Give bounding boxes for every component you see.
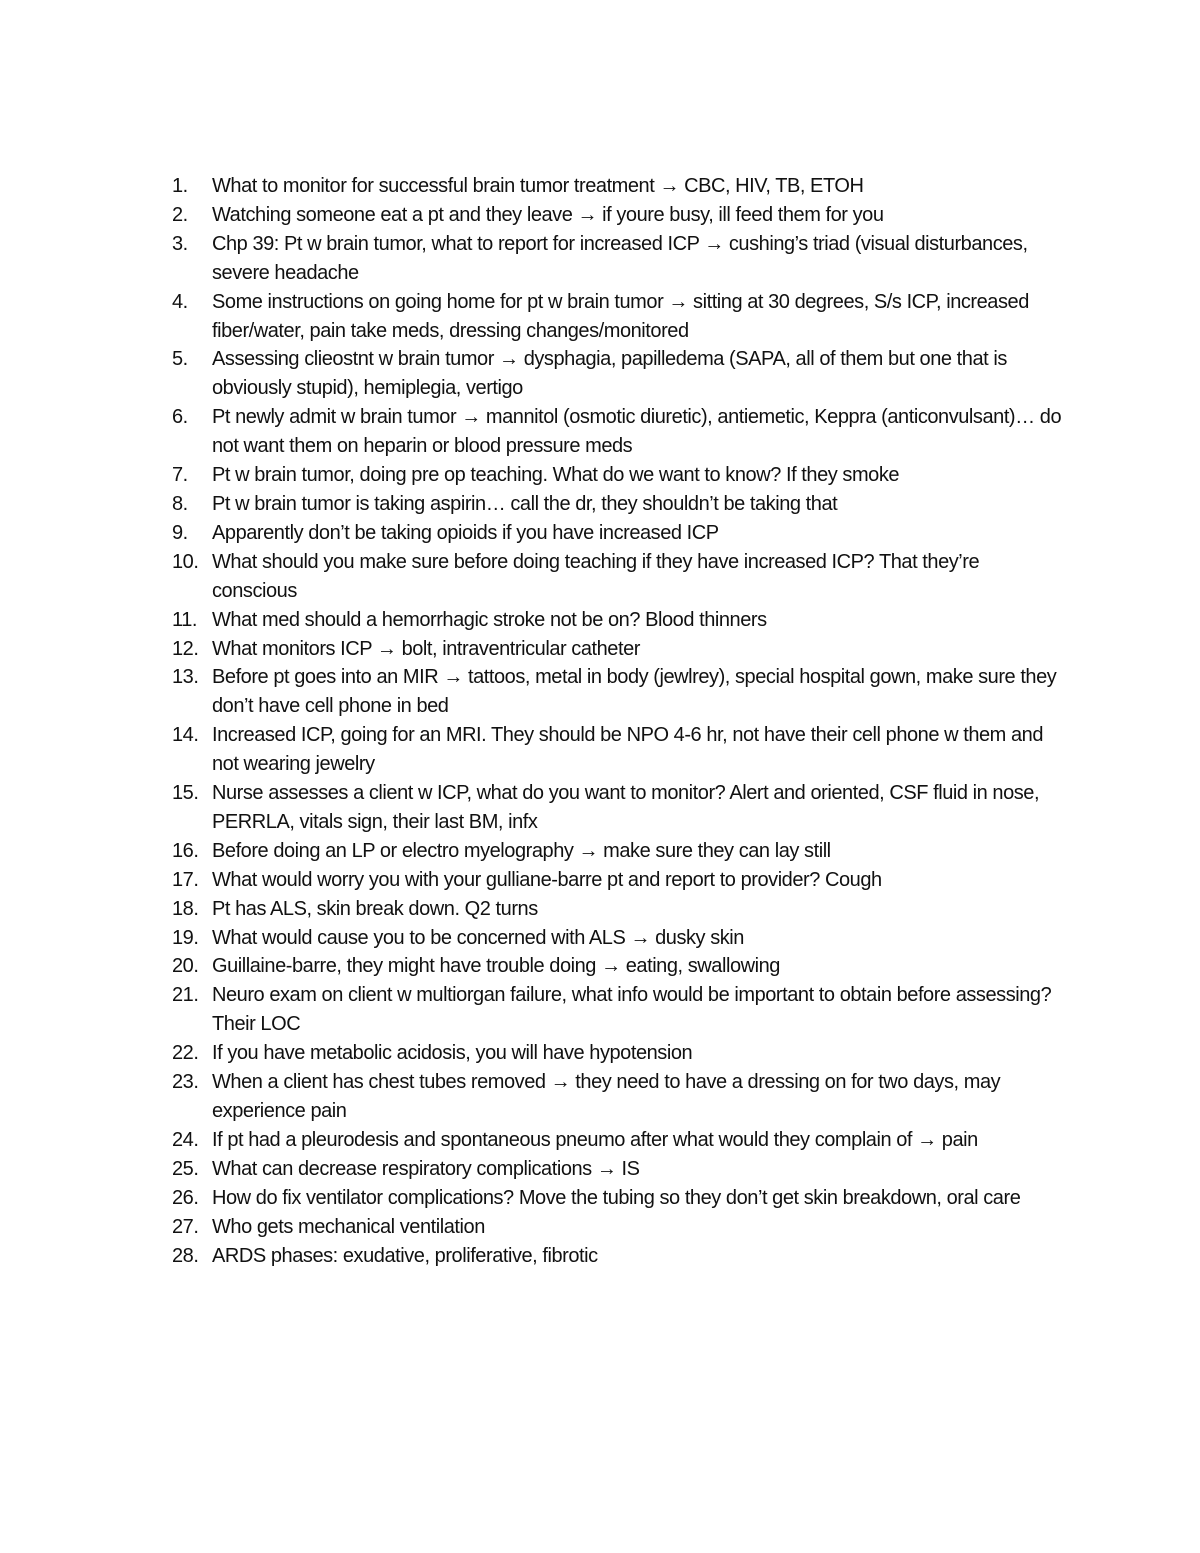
item-text: Before pt goes into an MIR → tattoos, metal in body (jewlrey), special hospital gown, make sure they don’t have cell phone in bed [212,666,1057,718]
item-number: 10. [172,550,199,573]
list-item [172,1184,1062,1213]
item-text: Pt w brain tumor is taking aspirin… call the dr, they shouldn’t be taking that [212,492,838,515]
item-text: What would cause you to be concerned with ALS → dusky skin [212,926,744,949]
list-item [172,1242,1062,1271]
list-item [172,721,1062,779]
list-item [172,548,1062,606]
item-number: 26. [172,1186,199,1209]
item-text: Pt newly admit w brain tumor → mannitol (osmotic diuretic), antiemetic, Keppra (anticonvulsant)… do not want them on heparin or blood pressure meds [212,406,1062,458]
item-number: 24. [172,1128,199,1151]
item-number: 17. [172,868,199,891]
item-number: 23. [172,1071,199,1094]
item-text: What monitors ICP → bolt, intraventricular catheter [212,637,640,660]
item-text: Apparently don’t be taking opioids if you have increased ICP [212,521,719,544]
list-item [172,230,1062,288]
list-item [172,490,1062,519]
list-item [172,952,1062,981]
list-item [172,519,1062,548]
item-number: 22. [172,1042,199,1065]
item-text: Nurse assesses a client w ICP, what do you want to monitor? Alert and oriented, CSF fluid in nose, PERRLA, vitals sign, their last BM, infx [212,782,1040,833]
item-text: Some instructions on going home for pt w brain tumor → sitting at 30 degrees, S/s ICP, increased fiber/water, pain take meds, dressing changes/monitored [212,290,1029,342]
list-item [172,635,1062,664]
item-number: 3. [172,232,188,255]
item-text: When a client has chest tubes removed → they need to have a dressing on for two days, may experience pain [212,1071,1001,1122]
list-item [172,981,1062,1039]
list-item [172,779,1062,837]
item-number: 2. [172,203,188,226]
item-number: 11. [172,608,197,631]
item-number: 15. [172,782,199,805]
list-item [172,403,1062,461]
item-text: Before doing an LP or electro myelography → make sure they can lay still [212,839,831,862]
item-number: 14. [172,724,199,747]
list-item [172,1155,1062,1184]
item-number: 19. [172,926,199,949]
list-item [172,201,1062,230]
item-text: What would worry you with your gulliane-barre pt and report to provider? Cough [212,868,882,891]
list-item [172,1039,1062,1068]
item-number: 18. [172,897,199,920]
item-text: Who gets mechanical ventilation [212,1215,485,1238]
list-item [172,1068,1062,1126]
item-number: 20. [172,955,199,978]
numbered-list [172,172,1062,1270]
item-text: If pt had a pleurodesis and spontaneous pneumo after what would they complain of → pain [212,1128,978,1151]
item-text: What should you make sure before doing teaching if they have increased ICP? That they’re conscious [212,550,980,602]
item-text: Increased ICP, going for an MRI. They should be NPO 4-6 hr, not have their cell phone w them and not wearing jewelry [212,724,1044,776]
item-text: How do fix ventilator complications? Move the tubing so they don’t get skin breakdown, oral care [212,1186,1021,1209]
item-number: 12. [172,637,199,660]
item-number: 4. [172,290,188,313]
item-text: Pt w brain tumor, doing pre op teaching. What do we want to know? If they smoke [212,464,900,487]
list-item [172,924,1062,953]
list-item [172,1213,1062,1242]
item-number: 28. [172,1244,199,1267]
item-number: 6. [172,406,188,429]
list-item [172,172,1062,201]
item-text: What can decrease respiratory complications → IS [212,1157,640,1180]
item-number: 25. [172,1157,199,1180]
item-number: 13. [172,666,199,689]
list-item [172,866,1062,895]
item-number: 27. [172,1215,199,1238]
list-item [172,837,1062,866]
list-item [172,461,1062,490]
item-number: 8. [172,492,188,515]
item-text: What to monitor for successful brain tumor treatment → CBC, HIV, TB, ETOH [212,175,864,197]
list-item [172,895,1062,924]
item-text: Pt has ALS, skin break down. Q2 turns [212,897,538,920]
item-number: 21. [172,984,199,1007]
list-item [172,1126,1062,1155]
item-text: Watching someone eat a pt and they leave → if youre busy, ill feed them for you [212,203,884,226]
item-text: Guillaine-barre, they might have trouble doing → eating, swallowing [212,955,780,978]
list-item [172,663,1062,721]
item-number: 5. [172,348,188,371]
item-text: If you have metabolic acidosis, you will have hypotension [212,1042,693,1065]
item-text: Assessing clieostnt w brain tumor → dysphagia, papilledema (SAPA, all of them but one that is obviously stupid), hemiplegia, vertigo [212,348,1007,400]
list-item [172,288,1062,346]
item-number: 9. [172,521,188,544]
item-text: Neuro exam on client w multiorgan failure, what info would be important to obtain before assessing? Their LOC [212,984,1052,1036]
item-number: 1. [172,175,188,197]
list-item [172,345,1062,403]
item-text: What med should a hemorrhagic stroke not be on? Blood thinners [212,608,767,631]
item-text: Chp 39: Pt w brain tumor, what to report for increased ICP → cushing’s triad (visual disturbances, severe headache [212,232,1028,284]
list-item [172,606,1062,635]
item-number: 7. [172,464,188,487]
item-number: 16. [172,839,199,862]
item-text: ARDS phases: exudative, proliferative, fibrotic [212,1244,598,1267]
